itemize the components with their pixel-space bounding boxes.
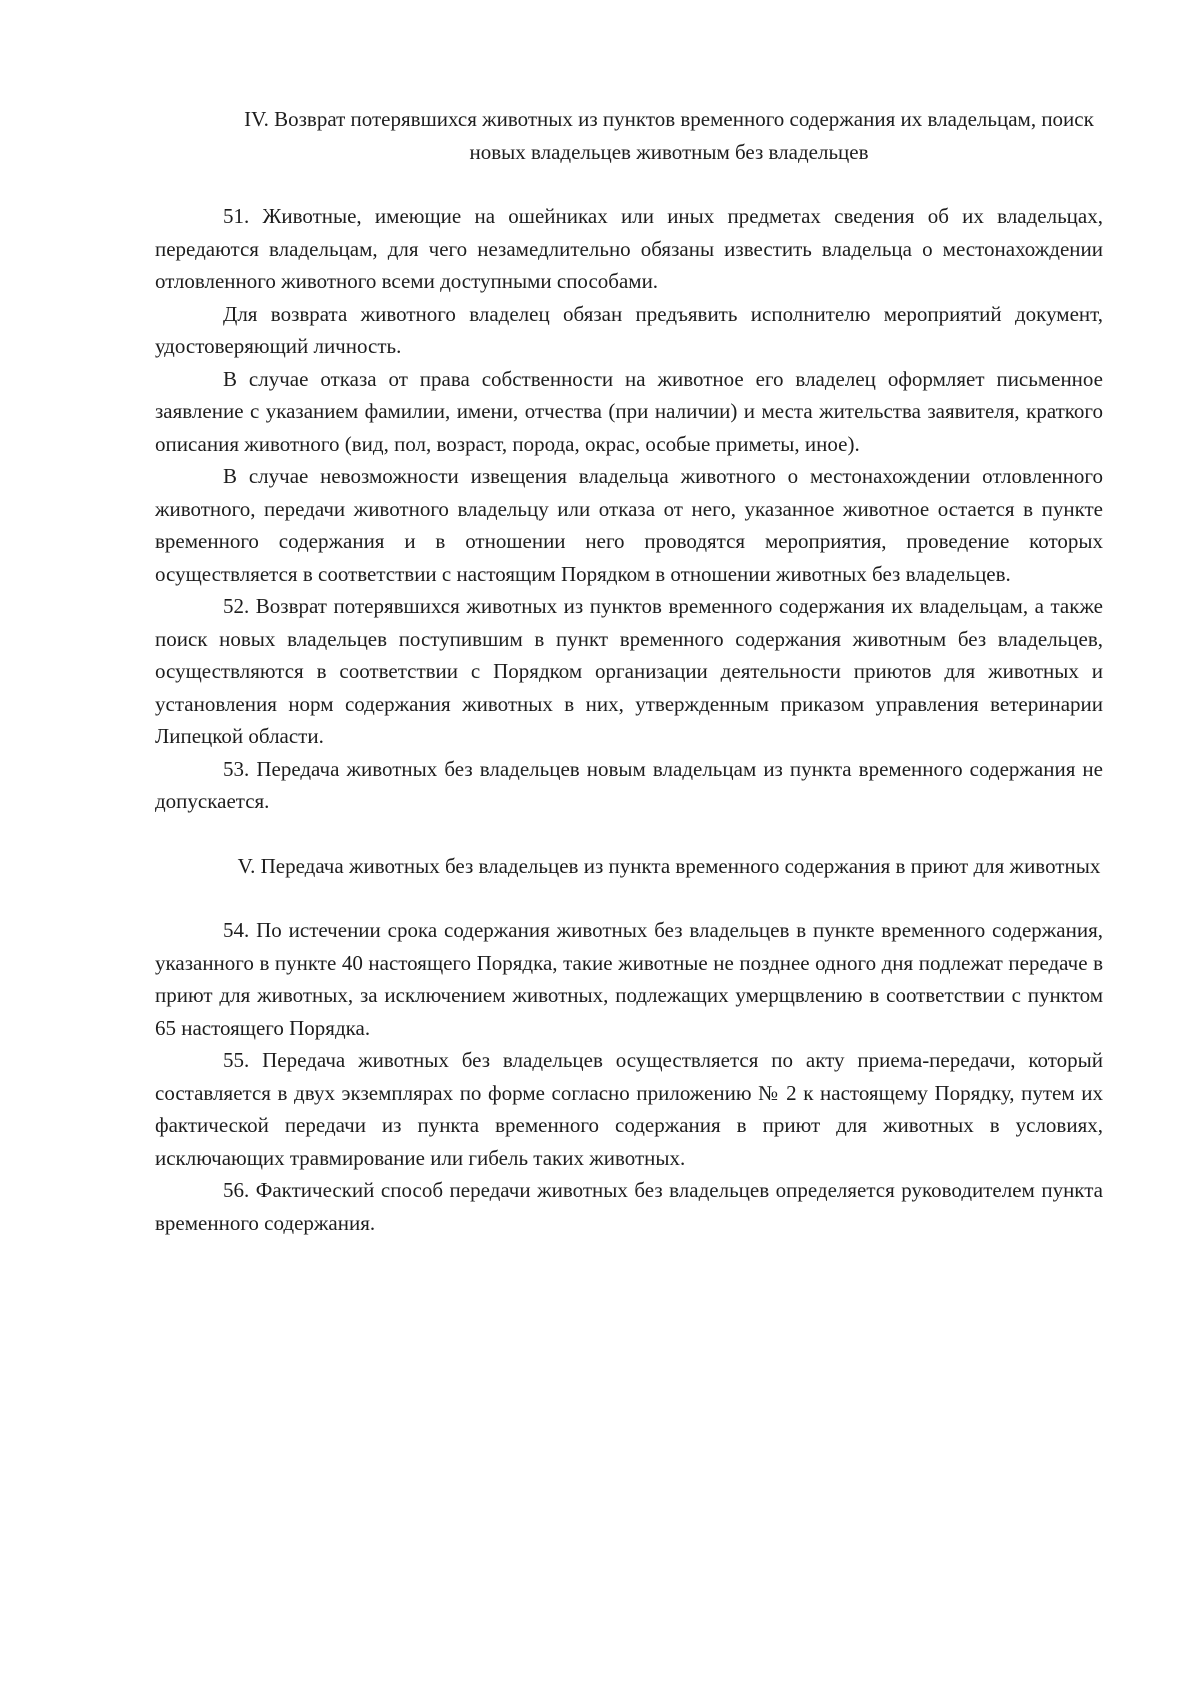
paragraph-52: 52. Возврат потерявшихся животных из пунктов временного содержания их владельцам, а также поиск новых владельцев поступившим в пункт временного содержания животным без владельцев, осуществляются в соответствии с Порядком организации деятельности приютов для животных и установления норм содержания животных в них, утвержденным приказом управления ветеринарии Липецкой области.: [155, 594, 1103, 748]
paragraph-51-refusal: В случае отказа от права собственности на животное его владелец оформляет письменное заявление с указанием фамилии, имени, отчества (при наличии) и места жительства заявителя, краткого описания животного (вид, пол, возраст, порода, окрас, особые приметы, иное).: [155, 366, 1103, 456]
paragraph-55: 55. Передача животных без владельцев осуществляется по акту приема-передачи, который составляется в двух экземплярах по форме согласно приложению № 2 к настоящему Порядку, путем их фактической передачи из пункта временного содержания в приют для животных в условиях, исключающих травмирование или гибель таких животных.: [155, 1048, 1103, 1170]
paragraph-54: 54. По истечении срока содержания животных без владельцев в пункте временного содержания, указанного в пункте 40 настоящего Порядка, такие животные не позднее одного дня подлежат передаче в приют для животных, за исключением животных, подлежащих умерщвлению в соответствии с пунктом 65 настоящего Порядка.: [155, 918, 1103, 1040]
paragraph-53: 53. Передача животных без владельцев новым владельцам из пункта временного содержания не допускается.: [155, 756, 1103, 813]
paragraph-51-return: Для возврата животного владелец обязан предъявить исполнителю мероприятий документ, удостоверяющий личность.: [155, 301, 1103, 358]
paragraph-51-impossibility: В случае невозможности извещения владельца животного о местонахождении отловленного животного, передачи животного владельцу или отказа от него, указанное животное остается в пункте временного содержания и в отношении него проводятся мероприятия, проведение которых осуществляется в соответствии с настоящим Порядком в отношении животных без владельцев.: [155, 464, 1103, 586]
section-heading-v: V. Передача животных без владельцев из пункта временного содержания в приют для животных: [237, 853, 1101, 878]
paragraph-56: 56. Фактический способ передачи животных без владельцев определяется руководителем пункта временного содержания.: [155, 1178, 1103, 1235]
paragraph-51: 51. Животные, имеющие на ошейниках или иных предметах сведения об их владельцах, передаются владельцам, для чего незамедлительно обязаны известить владельца о местонахождении отловленного животного всеми доступными способами.: [155, 204, 1103, 293]
section-heading-iv: IV. Возврат потерявшихся животных из пунктов временного содержания их владельцам, поиск новых владельцев животным без владельцев: [244, 107, 1094, 164]
